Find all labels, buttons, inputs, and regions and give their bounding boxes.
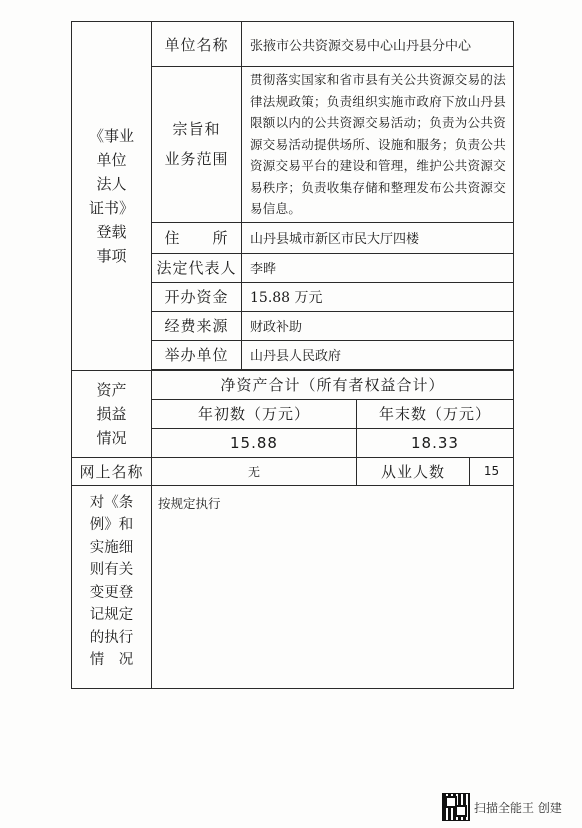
funding-label: 经费来源 — [152, 311, 242, 340]
end-year-label: 年末数（万元） — [357, 399, 514, 428]
sponsor-value: 山丹县人民政府 — [242, 340, 514, 369]
scanner-watermark — [442, 793, 562, 821]
capital-label: 开办资金 — [152, 282, 242, 311]
net-assets-header: 净资产合计（所有者权益合计） — [152, 370, 514, 399]
funding-value: 财政补助 — [242, 311, 514, 340]
assets-label: 资产 损益 情况 — [72, 370, 152, 457]
unit-name-label: 单位名称 — [152, 22, 242, 67]
implementation-label: 对《条 例》和 实施细 则有关 变更登 记规定 的执行 情 况 — [72, 485, 152, 688]
purpose-label: 宗旨和 业务范围 — [152, 67, 242, 223]
qr-code-icon — [442, 793, 470, 821]
address-value: 山丹县城市新区市民大厅四楼 — [242, 222, 514, 253]
begin-year-label: 年初数（万元） — [152, 399, 357, 428]
staff-count-label: 从业人数 — [357, 457, 470, 485]
implementation-value: 按规定执行 — [152, 485, 514, 688]
certificate-items-label: 《事业 单位 法人 证书》 登载 事项 — [72, 22, 152, 371]
legal-rep-value: 李晔 — [242, 253, 514, 282]
address-label: 住 所 — [152, 222, 242, 253]
begin-year-value: 15.88 — [152, 428, 357, 457]
registration-form-table — [71, 21, 514, 689]
legal-rep-label: 法定代表人 — [152, 253, 242, 282]
purpose-value: 贯彻落实国家和省市县有关公共资源交易的法律法规政策；负责组织实施市政府下放山丹县限额以内的公共资源交易活动；负责为公共资源交易活动提供场所、设施和服务；负责公共资源交易平台的建设和管理，维护公共资源交易秩序；负责收集存储和整理发布公共资源交易信息。 — [242, 67, 514, 223]
online-name-value: 无 — [152, 457, 357, 485]
watermark-text: 扫描全能王 创建 — [474, 800, 562, 815]
unit-name-value: 张掖市公共资源交易中心山丹县分中心 — [242, 22, 514, 67]
capital-value: 15.88 万元 — [242, 282, 514, 311]
online-name-label: 网上名称 — [72, 457, 152, 485]
staff-count-value: 15 — [470, 457, 514, 485]
end-year-value: 18.33 — [357, 428, 514, 457]
sponsor-label: 举办单位 — [152, 340, 242, 369]
